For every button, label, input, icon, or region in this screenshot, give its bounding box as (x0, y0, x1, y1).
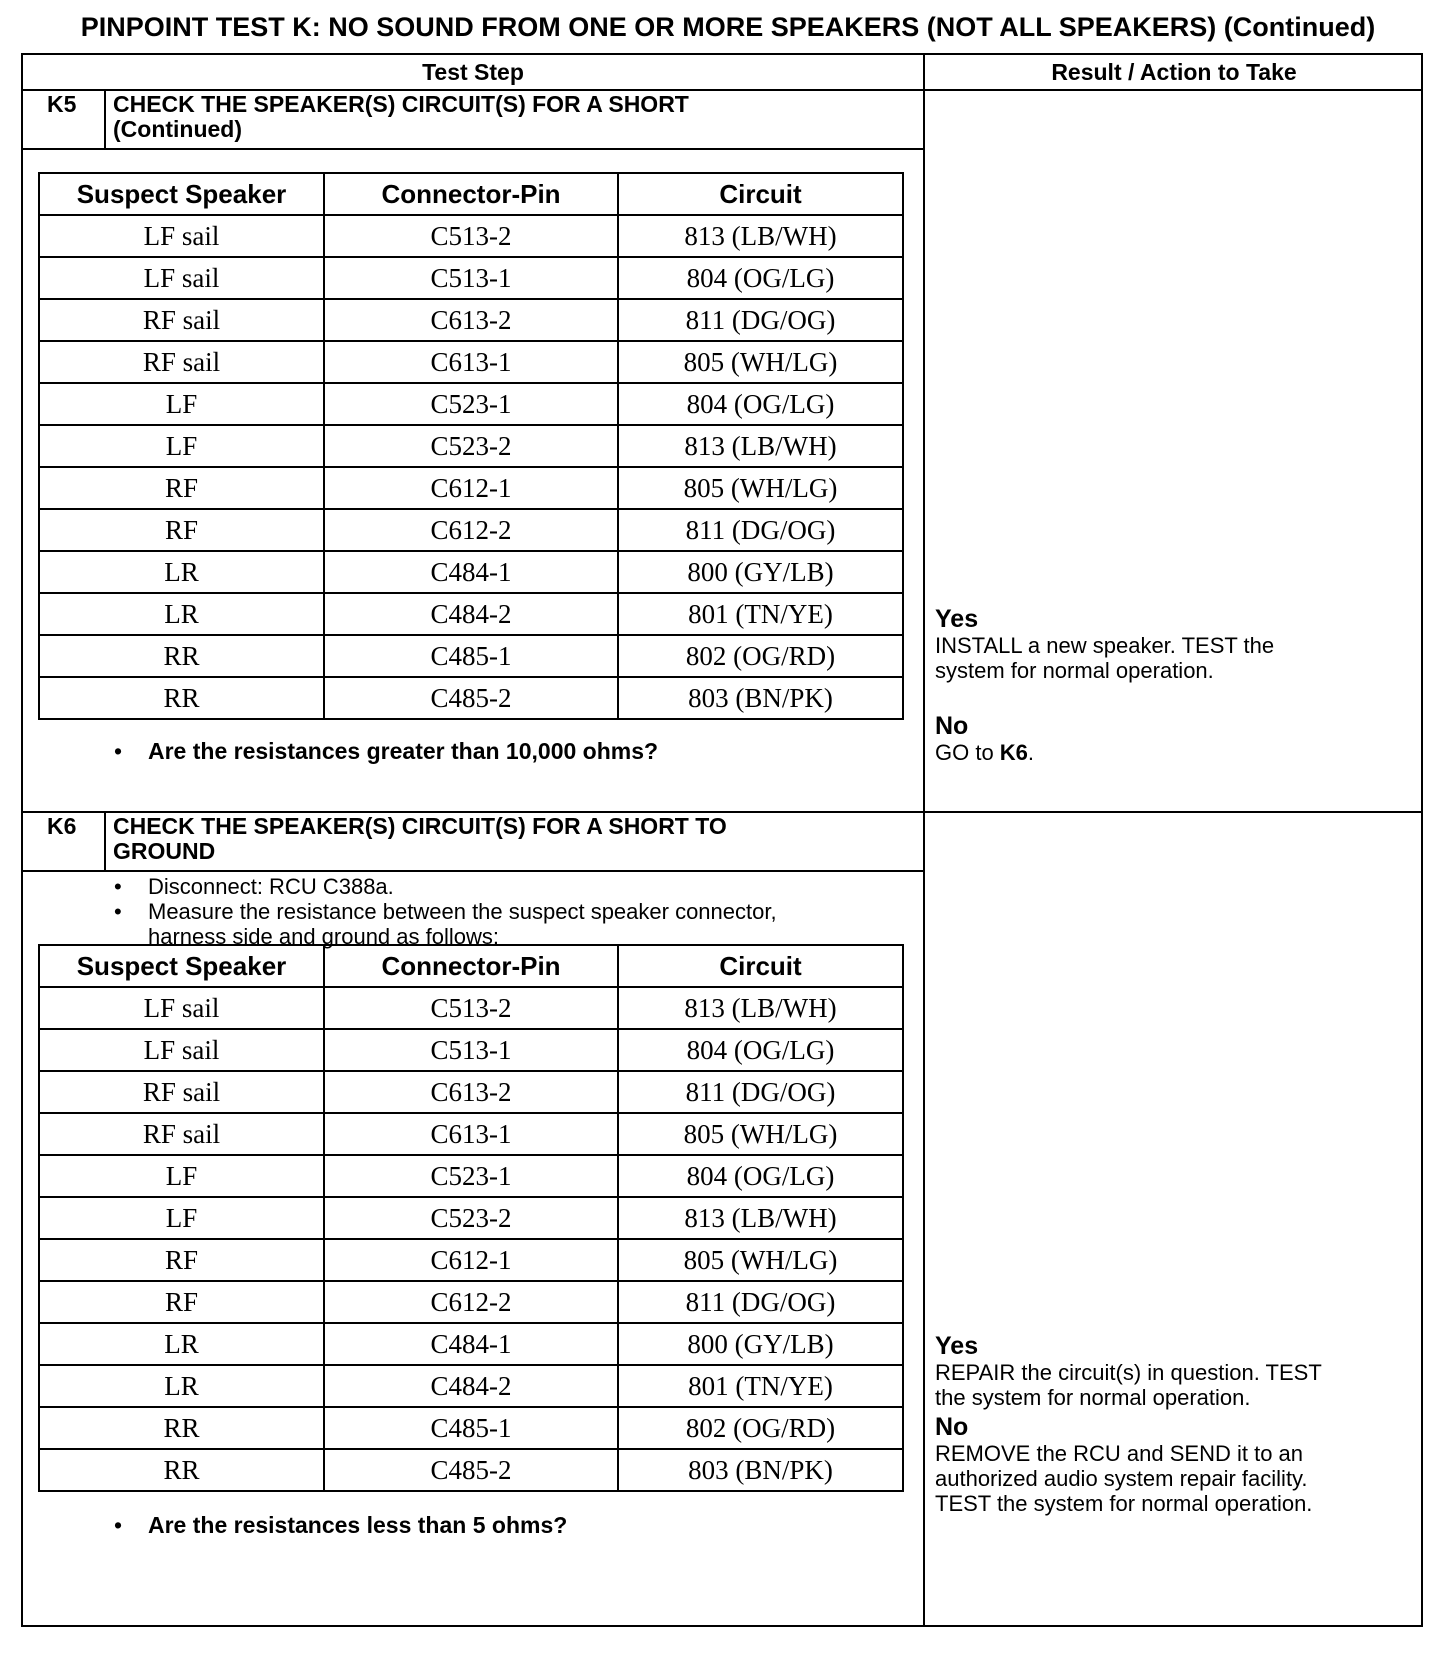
k6-bullet-2-line-2: harness side and ground as follows: (148, 924, 499, 949)
cell-speaker: RF sail (39, 1071, 324, 1113)
cell-connector-pin: C613-1 (324, 341, 618, 383)
table-row (39, 383, 903, 425)
cell-connector-pin: C612-1 (324, 467, 618, 509)
test-step-header: Test Step (422, 59, 524, 85)
k6-title-line-1: CHECK THE SPEAKER(S) CIRCUIT(S) FOR A SHORT TO (113, 813, 727, 839)
k5-no-ref-link[interactable]: K6 (999, 740, 1028, 765)
cell-speaker: LF (39, 1197, 324, 1239)
k5-yes-line-2: system for normal operation. (935, 658, 1214, 683)
k6-question-text: Are the resistances less than 5 ohms? (148, 1512, 568, 1538)
k6-no-label: No (935, 1413, 969, 1441)
table-row (39, 1323, 903, 1365)
k6-yes-line-2: the system for normal operation. (935, 1385, 1251, 1410)
cell-circuit: 805 (WH/LG) (618, 1239, 903, 1281)
k5-question-text: Are the resistances greater than 10,000 ohms? (148, 738, 659, 764)
table-row (39, 677, 903, 719)
k6-title-divider (23, 870, 923, 872)
table-header-speaker: Suspect Speaker (39, 173, 324, 215)
cell-circuit: 804 (OG/LG) (618, 257, 903, 299)
table-row (39, 1029, 903, 1071)
k5-result-yes (935, 605, 1274, 683)
table-row (39, 1239, 903, 1281)
k6-yes-label: Yes (935, 1332, 979, 1360)
cell-circuit: 804 (OG/LG) (618, 1029, 903, 1071)
table-header-connector: Connector-Pin (324, 173, 618, 215)
k6-id-divider (104, 811, 106, 870)
table-row (39, 635, 903, 677)
bullet-glyph: • (114, 874, 122, 899)
cell-circuit: 803 (BN/PK) (618, 677, 903, 719)
table-row (39, 1197, 903, 1239)
table-row (39, 551, 903, 593)
table-row (39, 1113, 903, 1155)
k6-bullet-2-line-1: Measure the resistance between the suspect speaker connector, (148, 899, 777, 924)
table-row (39, 593, 903, 635)
page-title: PINPOINT TEST K: NO SOUND FROM ONE OR MORE SPEAKERS (NOT ALL SPEAKERS) (Continued) (80, 12, 1376, 42)
k5-no-text: GO to (935, 740, 1000, 765)
k6-bullet-disconnect (114, 874, 394, 899)
cell-connector-pin: C612-2 (324, 1281, 618, 1323)
cell-connector-pin: C613-2 (324, 1071, 618, 1113)
k6-no-line-1: REMOVE the RCU and SEND it to an (935, 1441, 1304, 1466)
cell-speaker: RR (39, 635, 324, 677)
cell-speaker: LR (39, 1365, 324, 1407)
cell-circuit: 805 (WH/LG) (618, 341, 903, 383)
k6-title-line-2: GROUND (113, 838, 216, 864)
bullet-glyph: • (114, 1512, 123, 1538)
cell-circuit: 800 (GY/LB) (618, 1323, 903, 1365)
k6-no-line-2: authorized audio system repair facility. (935, 1466, 1308, 1491)
cell-circuit: 804 (OG/LG) (618, 383, 903, 425)
cell-circuit: 813 (LB/WH) (618, 1197, 903, 1239)
cell-circuit: 811 (DG/OG) (618, 1281, 903, 1323)
cell-speaker: RR (39, 677, 324, 719)
table-row (39, 341, 903, 383)
cell-connector-pin: C485-2 (324, 677, 618, 719)
k6-step-title (113, 814, 727, 864)
cell-connector-pin: C612-2 (324, 509, 618, 551)
k6-result-yes (935, 1332, 1322, 1410)
cell-connector-pin: C484-2 (324, 593, 618, 635)
cell-circuit: 802 (OG/RD) (618, 1407, 903, 1449)
cell-speaker: LF sail (39, 257, 324, 299)
k5-no-end: . (1027, 740, 1035, 765)
table-row (39, 987, 903, 1029)
cell-connector-pin: C484-2 (324, 1365, 618, 1407)
k6-bullet-measure (114, 899, 777, 949)
cell-connector-pin: C513-1 (324, 257, 618, 299)
cell-speaker: RF (39, 467, 324, 509)
k5-no-label: No (935, 712, 969, 740)
cell-circuit: 805 (WH/LG) (618, 1113, 903, 1155)
k5-yes-label: Yes (935, 605, 979, 633)
table-header-connector: Connector-Pin (324, 945, 618, 987)
cell-connector-pin: C513-1 (324, 1029, 618, 1071)
table-row (39, 467, 903, 509)
table-row (39, 299, 903, 341)
table-header-speaker: Suspect Speaker (39, 945, 324, 987)
cell-connector-pin: C612-1 (324, 1239, 618, 1281)
k5-yes-line-1: INSTALL a new speaker. TEST the (935, 633, 1275, 658)
cell-connector-pin: C485-1 (324, 635, 618, 677)
k6-speaker-table (38, 944, 904, 1492)
cell-speaker: LF sail (39, 1029, 324, 1071)
k5-speaker-table (38, 172, 904, 720)
cell-connector-pin: C484-1 (324, 1323, 618, 1365)
table-row (39, 1365, 903, 1407)
cell-connector-pin: C513-2 (324, 215, 618, 257)
cell-speaker: LF (39, 383, 324, 425)
cell-circuit: 811 (DG/OG) (618, 1071, 903, 1113)
result-header: Result / Action to Take (1051, 59, 1297, 85)
k5-question (114, 738, 659, 765)
bullet-glyph: • (114, 899, 122, 924)
cell-circuit: 802 (OG/RD) (618, 635, 903, 677)
cell-speaker: RF (39, 509, 324, 551)
k6-yes-line-1: REPAIR the circuit(s) in question. TEST (935, 1360, 1322, 1385)
cell-speaker: RF (39, 1281, 324, 1323)
k6-question (114, 1512, 568, 1539)
cell-connector-pin: C523-1 (324, 1155, 618, 1197)
cell-circuit: 813 (LB/WH) (618, 987, 903, 1029)
cell-speaker: RF sail (39, 299, 324, 341)
cell-connector-pin: C613-1 (324, 1113, 618, 1155)
k6-result-no (935, 1413, 1312, 1516)
cell-speaker: RF (39, 1239, 324, 1281)
k5-result-no (935, 712, 1034, 765)
pinpoint-test-table (21, 53, 1423, 1627)
k5-no-line (935, 740, 1034, 765)
table-header-circuit: Circuit (618, 945, 903, 987)
cell-connector-pin: C523-2 (324, 425, 618, 467)
cell-circuit: 805 (WH/LG) (618, 467, 903, 509)
cell-speaker: RF sail (39, 341, 324, 383)
cell-speaker: LR (39, 551, 324, 593)
k5-step-id: K5 (47, 91, 77, 117)
table-row (39, 509, 903, 551)
table-row (39, 1155, 903, 1197)
cell-circuit: 811 (DG/OG) (618, 509, 903, 551)
table-row (39, 215, 903, 257)
cell-circuit: 800 (GY/LB) (618, 551, 903, 593)
cell-connector-pin: C485-2 (324, 1449, 618, 1491)
cell-speaker: LR (39, 593, 324, 635)
k5-title-line-1: CHECK THE SPEAKER(S) CIRCUIT(S) FOR A SHORT (113, 91, 689, 117)
cell-speaker: LF sail (39, 987, 324, 1029)
cell-speaker: LF (39, 1155, 324, 1197)
table-row (39, 425, 903, 467)
cell-speaker: RR (39, 1407, 324, 1449)
cell-connector-pin: C523-2 (324, 1197, 618, 1239)
table-header-circuit: Circuit (618, 173, 903, 215)
cell-connector-pin: C613-2 (324, 299, 618, 341)
cell-circuit: 813 (LB/WH) (618, 425, 903, 467)
cell-speaker: RR (39, 1449, 324, 1491)
cell-connector-pin: C485-1 (324, 1407, 618, 1449)
k6-no-line-3: TEST the system for normal operation. (935, 1491, 1313, 1516)
column-divider (923, 55, 925, 1625)
k5-id-divider (104, 89, 106, 148)
cell-circuit: 811 (DG/OG) (618, 299, 903, 341)
cell-circuit: 801 (TN/YE) (618, 1365, 903, 1407)
table-row (39, 1407, 903, 1449)
k5-title-line-2: (Continued) (113, 116, 243, 142)
table-row (39, 1071, 903, 1113)
cell-connector-pin: C513-2 (324, 987, 618, 1029)
table-row (39, 1281, 903, 1323)
cell-circuit: 801 (TN/YE) (618, 593, 903, 635)
cell-speaker: RF sail (39, 1113, 324, 1155)
k5-title-divider (23, 148, 923, 150)
k6-step-id: K6 (47, 813, 77, 839)
k6-bullet-1-text: Disconnect: RCU C388a. (148, 874, 394, 899)
cell-circuit: 804 (OG/LG) (618, 1155, 903, 1197)
cell-connector-pin: C523-1 (324, 383, 618, 425)
cell-speaker: LF sail (39, 215, 324, 257)
cell-connector-pin: C484-1 (324, 551, 618, 593)
table-row (39, 1449, 903, 1491)
cell-speaker: LR (39, 1323, 324, 1365)
cell-circuit: 813 (LB/WH) (618, 215, 903, 257)
table-row (39, 257, 903, 299)
k5-step-title (113, 92, 689, 142)
bullet-glyph: • (114, 738, 123, 764)
cell-circuit: 803 (BN/PK) (618, 1449, 903, 1491)
cell-speaker: LF (39, 425, 324, 467)
